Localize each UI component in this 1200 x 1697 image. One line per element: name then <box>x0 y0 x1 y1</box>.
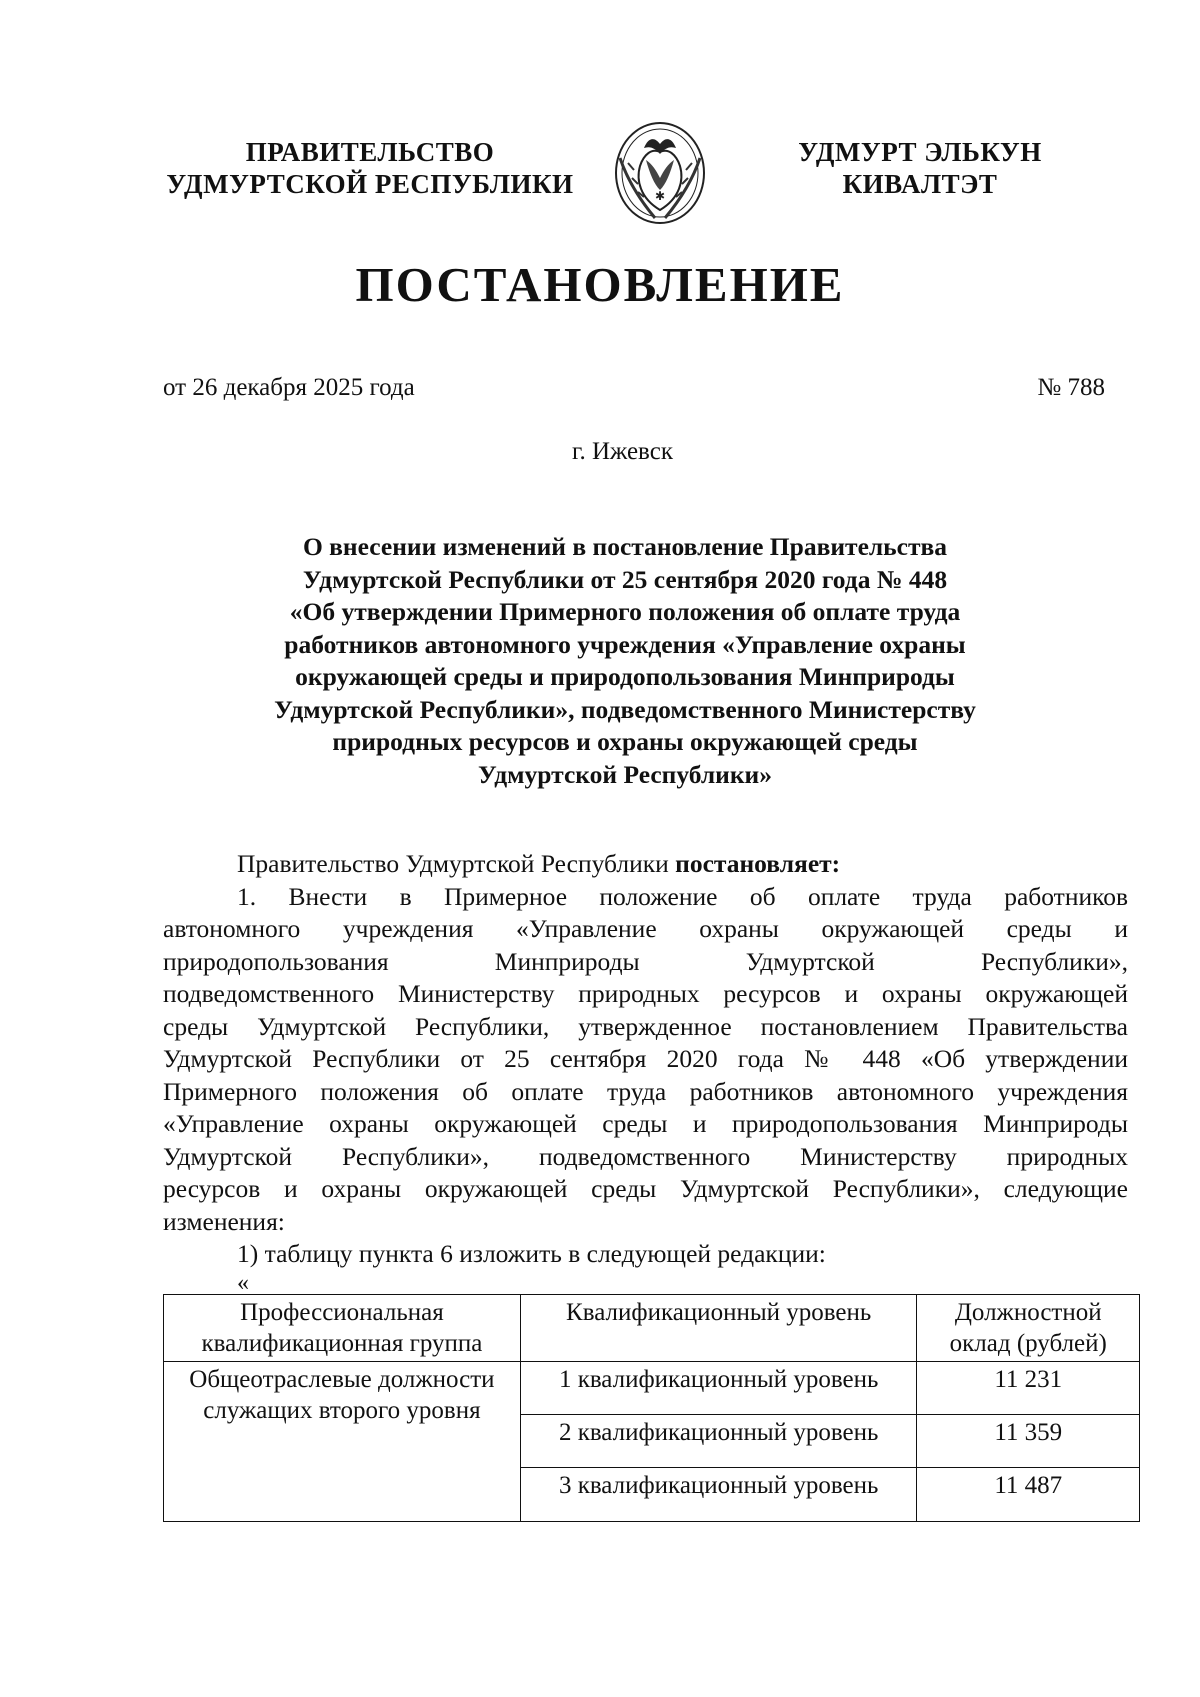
column-header-group: Профессиональная квалификационная группа <box>164 1295 521 1362</box>
title-line: работников автономного учреждения «Управление охраны <box>284 629 966 659</box>
document-number: № 788 <box>1037 374 1105 401</box>
svg-text:✱: ✱ <box>654 189 666 203</box>
amendment-item-1: 1) таблицу пункта 6 изложить в следующей редакции: <box>237 1239 826 1268</box>
salary-cell: 11 487 <box>917 1468 1140 1522</box>
title-line: Удмуртской Республики», подведомственного Министерству <box>274 694 976 724</box>
column-header-level: Квалификационный уровень <box>520 1295 917 1362</box>
body-line: автономного учреждения «Управление охраны окружающей среды и <box>163 914 1128 943</box>
document-city: г. Ижевск <box>572 438 673 465</box>
level-cell: 3 квалификационный уровень <box>520 1468 917 1522</box>
document-type: ПОСТАНОВЛЕНИЕ <box>355 257 845 312</box>
document-date: от 26 декабря 2025 года <box>163 374 415 401</box>
body-line: среды Удмуртской Республики, утвержденное постановлением Правительства <box>163 1011 1128 1041</box>
body-line: Удмуртской Республики», подведомственного Министерству природных <box>163 1141 1128 1171</box>
body-line: 1. Внести в Примерное положение об оплате труда работников <box>237 881 1128 911</box>
title-line: О внесении изменений в постановление Правительства <box>302 532 948 561</box>
issuer-line-1: ПРАВИТЕЛЬСТВО <box>245 137 495 167</box>
document-title <box>230 531 1020 791</box>
issuer-udmurt-line-2: КИВАЛТЭТ <box>842 169 998 199</box>
coat-of-arms-icon <box>610 118 710 228</box>
table-row <box>164 1362 1140 1415</box>
issuer-udmurt-line-1: УДМУРТ ЭЛЬКУН <box>798 137 1042 167</box>
body-line: Удмуртской Республики от 25 сентября 2020 года № 448 «Об утверждении <box>163 1044 1128 1073</box>
intro-bold-verb: постановляет: <box>675 849 841 878</box>
issuer-name-udmurt <box>770 136 1070 200</box>
issuer-line-2: УДМУРТСКОЙ РЕСПУБЛИКИ <box>166 169 574 199</box>
title-line: природных ресурсов и охраны окружающей среды <box>332 727 918 756</box>
body-line: природопользования Минприроды Удмуртской Республики», <box>163 946 1128 976</box>
title-line: «Об утверждении Примерного положения об оплате труда <box>289 597 961 626</box>
column-header-salary: Должностной оклад (рублей) <box>917 1295 1140 1362</box>
title-line: окружающей среды и природопользования Минприроды <box>295 662 955 691</box>
level-cell: 2 квалификационный уровень <box>520 1415 917 1468</box>
salary-table <box>163 1294 1140 1522</box>
level-cell: 1 квалификационный уровень <box>520 1362 917 1415</box>
opening-quote-mark: « <box>237 1270 249 1296</box>
intro-paragraph <box>163 848 1128 881</box>
group-cell: Общеотраслевые должности служащих второго уровня <box>164 1362 521 1522</box>
table-header-row <box>164 1295 1140 1362</box>
title-line: Удмуртской Республики» <box>478 759 772 789</box>
title-line: Удмуртской Республики от 25 сентября 2020 года № 448 <box>302 564 948 594</box>
body-line: подведомственного Министерству природных ресурсов и охраны окружающей <box>163 979 1128 1008</box>
body-line: «Управление охраны окружающей среды и природопользования Минприроды <box>163 1109 1128 1138</box>
issuer-name-russian <box>150 136 590 200</box>
intro-text: Правительство Удмуртской Республики <box>237 849 676 878</box>
body-line: изменения: <box>163 1206 285 1236</box>
salary-cell: 11 231 <box>917 1362 1140 1415</box>
body-line: ресурсов и охраны окружающей среды Удмуртской Республики», следующие <box>163 1174 1128 1203</box>
body-line: Примерного положения об оплате труда работников автономного учреждения <box>163 1076 1128 1106</box>
salary-cell: 11 359 <box>917 1415 1140 1468</box>
document-body <box>163 848 1128 1271</box>
